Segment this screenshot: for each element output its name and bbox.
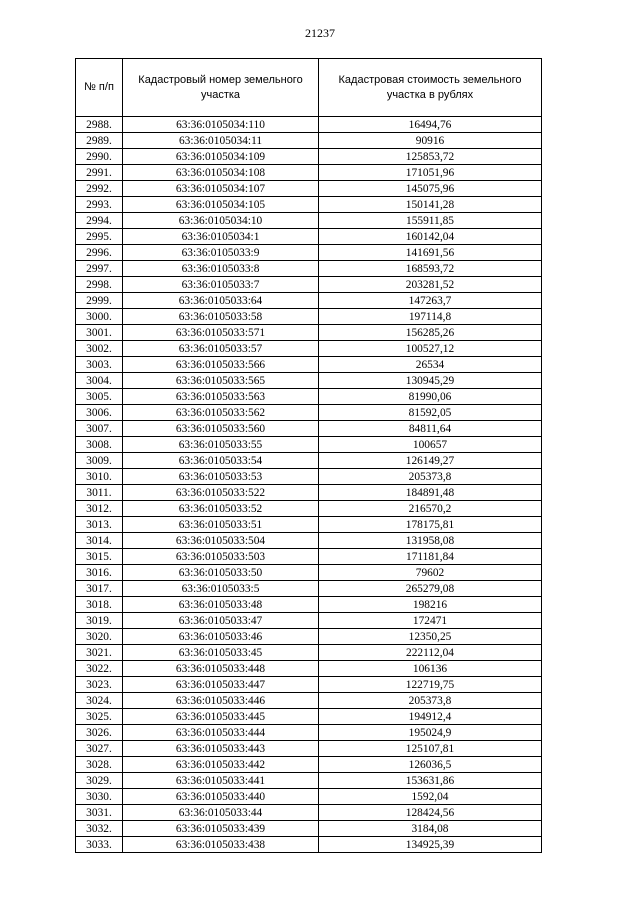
cadastral-number: 63:36:0105033:64: [123, 293, 319, 309]
table-row: [76, 661, 542, 677]
cadastral-value: 125107,81: [319, 741, 542, 757]
table-row: [76, 437, 542, 453]
cadastral-value: 130945,29: [319, 373, 542, 389]
cadastral-number: 63:36:0105033:447: [123, 677, 319, 693]
cadastral-value: 122719,75: [319, 677, 542, 693]
cadastral-value: 100527,12: [319, 341, 542, 357]
row-number: 2995.: [76, 229, 123, 245]
cadastral-value: 198216: [319, 597, 542, 613]
row-number: 3021.: [76, 645, 123, 661]
table-row: [76, 389, 542, 405]
cadastral-value: 1592,04: [319, 789, 542, 805]
cadastral-number: 63:36:0105033:46: [123, 629, 319, 645]
cadastral-value: 147263,7: [319, 293, 542, 309]
cadastral-number: 63:36:0105034:1: [123, 229, 319, 245]
cadastral-number: 63:36:0105033:445: [123, 709, 319, 725]
row-number: 3009.: [76, 453, 123, 469]
cadastral-value: 81592,05: [319, 405, 542, 421]
table-row: [76, 373, 542, 389]
cadastral-value: 265279,08: [319, 581, 542, 597]
table-row: [76, 245, 542, 261]
row-number: 3004.: [76, 373, 123, 389]
cadastral-number: 63:36:0105033:443: [123, 741, 319, 757]
table-row: [76, 613, 542, 629]
row-number: 3027.: [76, 741, 123, 757]
cadastral-value: 126149,27: [319, 453, 542, 469]
cadastral-value: 106136: [319, 661, 542, 677]
cadastral-value: 84811,64: [319, 421, 542, 437]
cadastral-value: 145075,96: [319, 181, 542, 197]
row-number: 3000.: [76, 309, 123, 325]
row-number: 2989.: [76, 133, 123, 149]
cadastral-value: 178175,81: [319, 517, 542, 533]
cadastral-number: 63:36:0105033:57: [123, 341, 319, 357]
table-row: [76, 165, 542, 181]
cadastral-number: 63:36:0105033:50: [123, 565, 319, 581]
table-row: [76, 533, 542, 549]
cadastral-number: 63:36:0105033:53: [123, 469, 319, 485]
row-number: 3022.: [76, 661, 123, 677]
cadastral-number: 63:36:0105033:504: [123, 533, 319, 549]
row-number: 3023.: [76, 677, 123, 693]
cadastral-number: 63:36:0105033:562: [123, 405, 319, 421]
cadastral-number: 63:36:0105033:54: [123, 453, 319, 469]
row-number: 2999.: [76, 293, 123, 309]
cadastral-value: 134925,39: [319, 837, 542, 853]
cadastral-value: 141691,56: [319, 245, 542, 261]
cadastral-value: 222112,04: [319, 645, 542, 661]
table-row: [76, 517, 542, 533]
header-row: [76, 59, 542, 117]
row-number: 3017.: [76, 581, 123, 597]
cadastral-number: 63:36:0105033:571: [123, 325, 319, 341]
cadastral-value: 171051,96: [319, 165, 542, 181]
cadastral-value: 205373,8: [319, 693, 542, 709]
cadastral-value: 3184,08: [319, 821, 542, 837]
cadastral-number: 63:36:0105033:522: [123, 485, 319, 501]
cadastral-value: 16494,76: [319, 117, 542, 133]
row-number: 2992.: [76, 181, 123, 197]
table-row: [76, 133, 542, 149]
row-number: 3010.: [76, 469, 123, 485]
row-number: 3030.: [76, 789, 123, 805]
cadastral-value: 153631,86: [319, 773, 542, 789]
table-row: [76, 581, 542, 597]
row-number: 3007.: [76, 421, 123, 437]
table-row: [76, 197, 542, 213]
table-row: [76, 357, 542, 373]
row-number: 3014.: [76, 533, 123, 549]
cadastral-value: 79602: [319, 565, 542, 581]
cadastral-number: 63:36:0105033:8: [123, 261, 319, 277]
cadastral-value: 172471: [319, 613, 542, 629]
cadastral-number: 63:36:0105033:44: [123, 805, 319, 821]
cadastral-value: 131958,08: [319, 533, 542, 549]
row-number: 2991.: [76, 165, 123, 181]
cadastral-value: 155911,85: [319, 213, 542, 229]
cadastral-number: 63:36:0105033:438: [123, 837, 319, 853]
cadastral-value: 156285,26: [319, 325, 542, 341]
cadastral-number: 63:36:0105034:107: [123, 181, 319, 197]
table-row: [76, 629, 542, 645]
table-row: [76, 709, 542, 725]
table-row: [76, 453, 542, 469]
cadastral-number: 63:36:0105033:47: [123, 613, 319, 629]
header-cadastral-value: Кадастровая стоимость земельного участка в рублях: [319, 59, 542, 117]
table-row: [76, 213, 542, 229]
row-number: 3031.: [76, 805, 123, 821]
cadastral-value: 12350,25: [319, 629, 542, 645]
table-row: [76, 181, 542, 197]
table-row: [76, 549, 542, 565]
table-row: [76, 597, 542, 613]
header-cadastral-number: Кадастровый номер земельного участка: [123, 59, 319, 117]
table-row: [76, 325, 542, 341]
table-row: [76, 741, 542, 757]
table-row: [76, 469, 542, 485]
table-row: [76, 821, 542, 837]
cadastral-number: 63:36:0105033:48: [123, 597, 319, 613]
row-number: 3026.: [76, 725, 123, 741]
table-row: [76, 645, 542, 661]
table-row: [76, 277, 542, 293]
cadastral-number: 63:36:0105033:441: [123, 773, 319, 789]
row-number: 2990.: [76, 149, 123, 165]
cadastral-number: 63:36:0105033:5: [123, 581, 319, 597]
table-row: [76, 117, 542, 133]
cadastral-value: 171181,84: [319, 549, 542, 565]
cadastral-value: 160142,04: [319, 229, 542, 245]
cadastral-value: 128424,56: [319, 805, 542, 821]
row-number: 3013.: [76, 517, 123, 533]
row-number: 3029.: [76, 773, 123, 789]
cadastral-value: 150141,28: [319, 197, 542, 213]
row-number: 3002.: [76, 341, 123, 357]
cadastral-number: 63:36:0105033:439: [123, 821, 319, 837]
cadastral-number: 63:36:0105034:11: [123, 133, 319, 149]
table-row: [76, 405, 542, 421]
header-number: № п/п: [76, 59, 123, 117]
cadastral-value: 205373,8: [319, 469, 542, 485]
cadastral-number: 63:36:0105033:9: [123, 245, 319, 261]
cadastral-number: 63:36:0105034:108: [123, 165, 319, 181]
cadastral-value: 81990,06: [319, 389, 542, 405]
cadastral-number: 63:36:0105033:55: [123, 437, 319, 453]
cadastral-number: 63:36:0105033:440: [123, 789, 319, 805]
row-number: 2997.: [76, 261, 123, 277]
page-number: 21237: [305, 26, 335, 40]
cadastral-number: 63:36:0105033:563: [123, 389, 319, 405]
table-row: [76, 565, 542, 581]
table-row: [76, 229, 542, 245]
cadastral-number: 63:36:0105033:560: [123, 421, 319, 437]
cadastral-value: 126036,5: [319, 757, 542, 773]
row-number: 3012.: [76, 501, 123, 517]
table-row: [76, 837, 542, 853]
cadastral-number: 63:36:0105033:446: [123, 693, 319, 709]
row-number: 3006.: [76, 405, 123, 421]
cadastral-value: 195024,9: [319, 725, 542, 741]
cadastral-table: [75, 58, 542, 853]
row-number: 3001.: [76, 325, 123, 341]
table-row: [76, 341, 542, 357]
table-row: [76, 677, 542, 693]
cadastral-value: 168593,72: [319, 261, 542, 277]
table-row: [76, 757, 542, 773]
row-number: 2994.: [76, 213, 123, 229]
table-row: [76, 149, 542, 165]
row-number: 2998.: [76, 277, 123, 293]
row-number: 2988.: [76, 117, 123, 133]
cadastral-number: 63:36:0105034:109: [123, 149, 319, 165]
cadastral-number: 63:36:0105033:448: [123, 661, 319, 677]
cadastral-number: 63:36:0105033:7: [123, 277, 319, 293]
cadastral-number: 63:36:0105033:442: [123, 757, 319, 773]
cadastral-value: 194912,4: [319, 709, 542, 725]
cadastral-value: 184891,48: [319, 485, 542, 501]
row-number: 3011.: [76, 485, 123, 501]
table-row: [76, 805, 542, 821]
cadastral-value: 203281,52: [319, 277, 542, 293]
cadastral-number: 63:36:0105034:110: [123, 117, 319, 133]
row-number: 3033.: [76, 837, 123, 853]
row-number: 3008.: [76, 437, 123, 453]
cadastral-number: 63:36:0105033:565: [123, 373, 319, 389]
cadastral-value: 26534: [319, 357, 542, 373]
table-row: [76, 773, 542, 789]
cadastral-value: 216570,2: [319, 501, 542, 517]
table-row: [76, 421, 542, 437]
cadastral-number: 63:36:0105033:444: [123, 725, 319, 741]
cadastral-number: 63:36:0105033:51: [123, 517, 319, 533]
cadastral-number: 63:36:0105033:566: [123, 357, 319, 373]
row-number: 2996.: [76, 245, 123, 261]
table-row: [76, 485, 542, 501]
row-number: 3018.: [76, 597, 123, 613]
cadastral-value: 90916: [319, 133, 542, 149]
table-header: [76, 59, 542, 117]
cadastral-value: 100657: [319, 437, 542, 453]
row-number: 2993.: [76, 197, 123, 213]
row-number: 3016.: [76, 565, 123, 581]
table-row: [76, 725, 542, 741]
table-row: [76, 789, 542, 805]
table-row: [76, 501, 542, 517]
table-row: [76, 309, 542, 325]
table-body: [76, 117, 542, 853]
cadastral-value: 197114,8: [319, 309, 542, 325]
cadastral-number: 63:36:0105033:503: [123, 549, 319, 565]
row-number: 3005.: [76, 389, 123, 405]
cadastral-number: 63:36:0105033:52: [123, 501, 319, 517]
row-number: 3003.: [76, 357, 123, 373]
row-number: 3015.: [76, 549, 123, 565]
cadastral-number: 63:36:0105033:45: [123, 645, 319, 661]
table-row: [76, 261, 542, 277]
row-number: 3019.: [76, 613, 123, 629]
row-number: 3028.: [76, 757, 123, 773]
cadastral-number: 63:36:0105034:10: [123, 213, 319, 229]
cadastral-number: 63:36:0105034:105: [123, 197, 319, 213]
cadastral-value: 125853,72: [319, 149, 542, 165]
row-number: 3020.: [76, 629, 123, 645]
row-number: 3024.: [76, 693, 123, 709]
table-row: [76, 293, 542, 309]
row-number: 3032.: [76, 821, 123, 837]
row-number: 3025.: [76, 709, 123, 725]
cadastral-number: 63:36:0105033:58: [123, 309, 319, 325]
table-row: [76, 693, 542, 709]
